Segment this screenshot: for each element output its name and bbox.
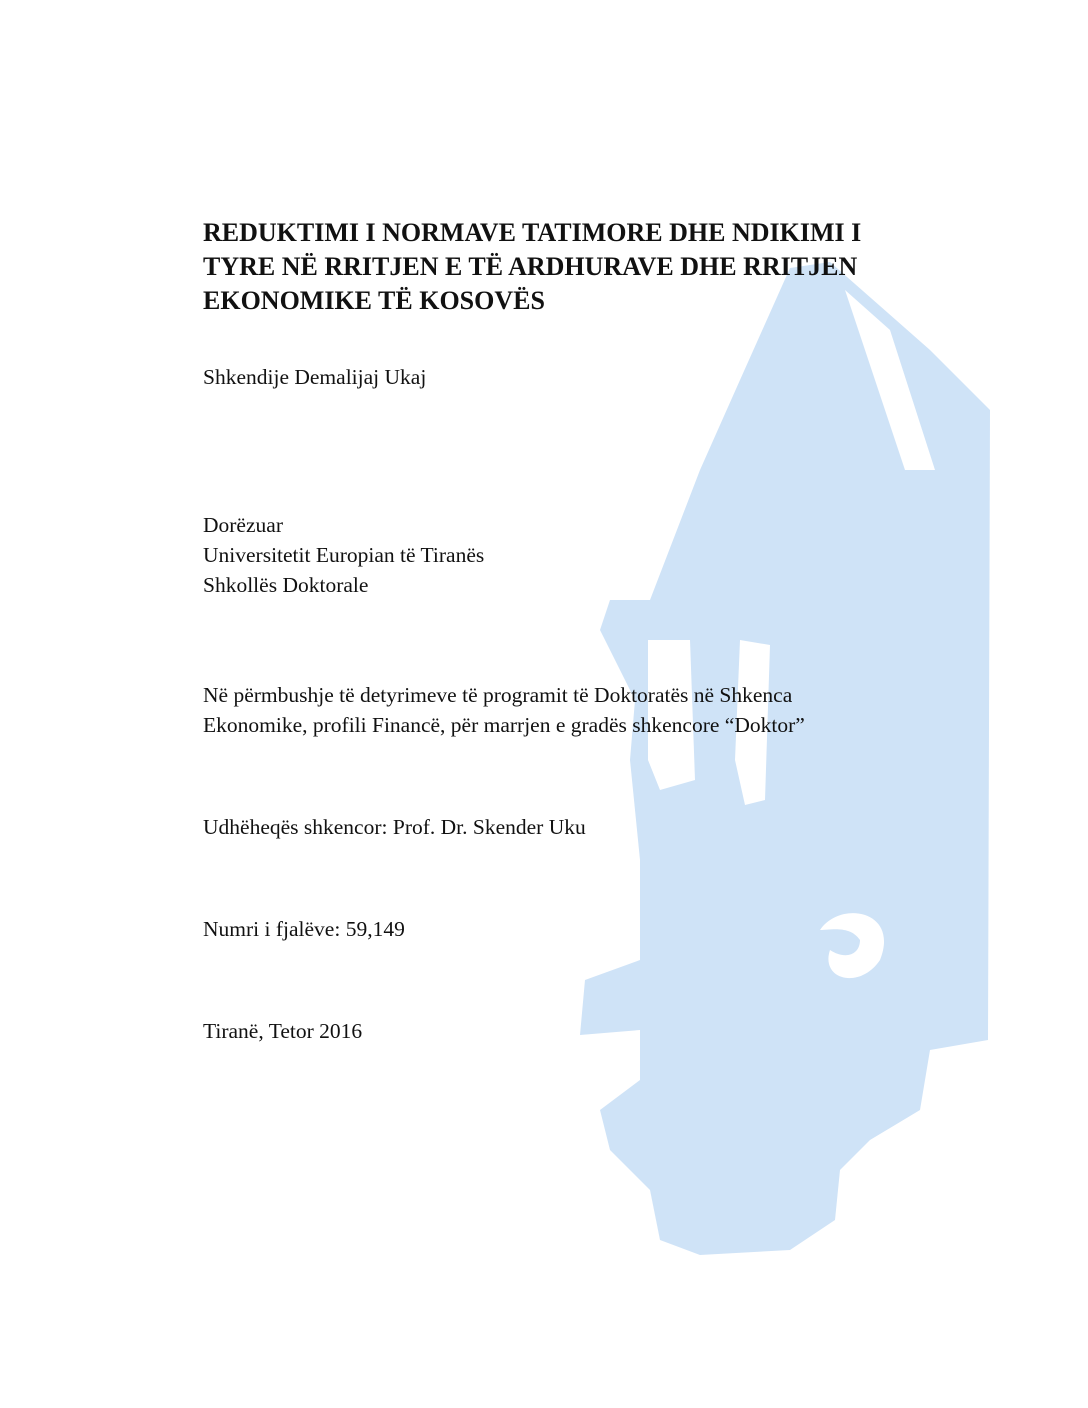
word-count: Numri i fjalëve: 59,149 [203,917,405,941]
purpose-line-2: Ekonomike, profili Financë, për marrjen e gradës shkencore “Doktor” [203,713,805,737]
thesis-title [203,216,963,318]
author-name: Shkendije Demalijaj Ukaj [203,365,427,389]
submission-block [203,510,963,600]
purpose-statement [203,680,963,740]
title-page-content [203,216,963,1046]
purpose-line-1: Në përmbushje të detyrimeve të programit të Doktoratës në Shkenca [203,683,793,707]
university-name: Universitetit Europian të Tiranës [203,543,485,567]
thesis-title-line-2: TYRE NË RRITJEN E TË ARDHURAVE DHE RRITJEN [203,252,858,281]
doctoral-school: Shkollës Doktorale [203,573,369,597]
place-and-date: Tiranë, Tetor 2016 [203,1019,363,1043]
thesis-title-line-1: REDUKTIMI I NORMAVE TATIMORE DHE NDIKIMI I [203,218,862,247]
submitted-label: Dorëzuar [203,513,283,537]
advisor-line: Udhëheqës shkencor: Prof. Dr. Skender Uku [203,815,586,839]
thesis-title-line-3: EKONOMIKE TË KOSOVËS [203,286,545,315]
